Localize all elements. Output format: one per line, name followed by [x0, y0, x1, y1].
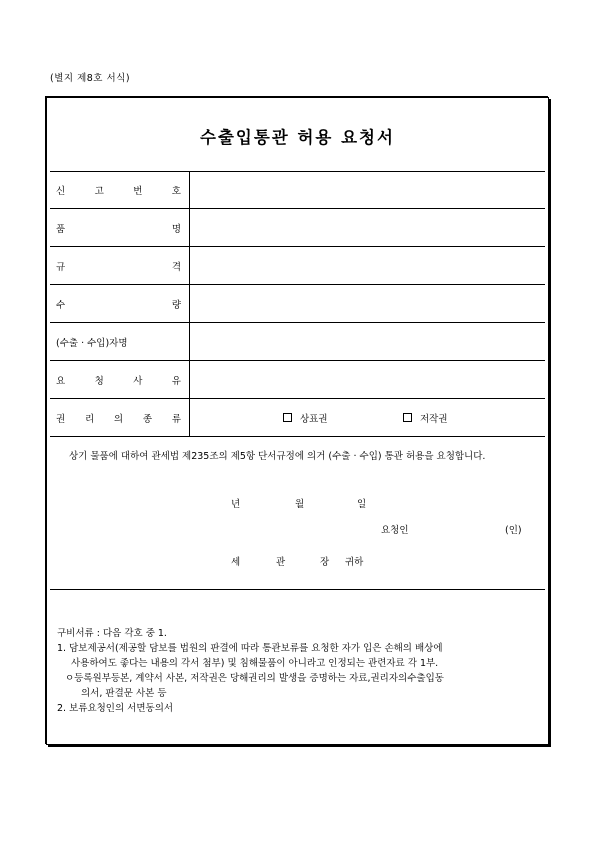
field-row-trader-name — [50, 323, 545, 361]
addressee-char: 관 — [276, 557, 286, 568]
report-number-field[interactable] — [190, 171, 545, 208]
label-char: 규 — [56, 261, 66, 273]
label-char: 품 — [56, 223, 66, 235]
label-char: 격 — [171, 261, 181, 273]
field-row-report-number — [50, 171, 545, 209]
addressee-honorific: 귀하 — [345, 557, 364, 568]
label-char: 량 — [171, 299, 181, 311]
trademark-checkbox[interactable] — [283, 413, 292, 422]
document-item-2: 2. 보류요청인의 서면동의서 — [57, 703, 174, 714]
item-name-field[interactable] — [190, 209, 545, 246]
label-char: 호 — [171, 185, 181, 197]
label-char: 의 — [113, 413, 124, 425]
label-text: (수출 · 수입)자명 — [56, 337, 128, 349]
label-char: 수 — [56, 299, 66, 311]
label-right-type — [50, 399, 190, 436]
title-box — [50, 101, 545, 172]
field-row-request-reason — [50, 361, 545, 399]
trader-name-field[interactable] — [190, 323, 545, 360]
label-char: 청 — [94, 375, 104, 387]
field-row-item-name — [50, 209, 545, 247]
label-char: 리 — [84, 413, 95, 425]
label-char: 유 — [171, 375, 181, 387]
label-trader-name — [50, 323, 190, 360]
field-row-right-type — [50, 399, 545, 437]
date-year: 년 — [231, 499, 241, 510]
document-item-1-sub: ㅇ등록원부등본, 계약서 사본, 저작권은 당해권리의 발생을 증명하는 자료,권리자의수출입동 — [65, 673, 444, 684]
form-title: 수출입통관 허용 요청서 — [200, 128, 395, 147]
required-documents — [57, 626, 538, 716]
label-char: 사 — [133, 375, 143, 387]
right-type-options — [190, 399, 545, 436]
label-char: 종 — [142, 413, 153, 425]
request-reason-field[interactable] — [190, 361, 545, 398]
seal-label: (인) — [505, 525, 522, 536]
label-specification — [50, 247, 190, 284]
declaration-text: 상기 물품에 대하여 관세법 제235조의 제5항 단서규정에 의거 (수출 · 수입) 통관 허용을 요청합니다. — [69, 451, 486, 462]
date-month: 월 — [295, 499, 305, 510]
form-frame — [46, 97, 549, 745]
label-report-number — [50, 171, 190, 208]
field-row-quantity — [50, 285, 545, 323]
label-char: 고 — [94, 185, 104, 197]
label-quantity — [50, 285, 190, 322]
label-char: 번 — [133, 185, 143, 197]
label-char: 요 — [56, 375, 66, 387]
addressee-char: 장 — [320, 557, 330, 568]
form-number-label: (별지 제8호 서식) — [50, 73, 131, 84]
label-request-reason — [50, 361, 190, 398]
label-item-name — [50, 209, 190, 246]
specification-field[interactable] — [190, 247, 545, 284]
label-char: 신 — [56, 185, 66, 197]
label-char: 명 — [171, 223, 181, 235]
label-char: 류 — [171, 413, 181, 425]
trademark-label: 상표권 — [300, 413, 328, 425]
document-item-1-sub-cont: 의서, 판결문 사본 등 — [81, 688, 167, 699]
document-item-1-cont: 사용하여도 좋다는 내용의 각서 첨부) 및 침해물품이 아니라고 인정되는 관련자료 각 1부. — [71, 658, 439, 669]
document-item-1: 1. 담보제공서(제공할 담보를 법원의 판결에 따라 통관보류를 요청한 자가 입은 손해의 배상에 — [57, 643, 443, 654]
trademark-option[interactable] — [283, 411, 328, 425]
applicant-label: 요청인 — [381, 525, 409, 536]
declaration-section — [50, 437, 545, 590]
field-row-specification — [50, 247, 545, 285]
fields-table — [50, 171, 545, 437]
addressee-char: 세 — [231, 557, 241, 568]
documents-header: 구비서류 : 다음 각호 중 1. — [57, 628, 167, 639]
quantity-field[interactable] — [190, 285, 545, 322]
label-char: 권 — [56, 413, 66, 425]
date-day: 일 — [357, 499, 367, 510]
copyright-label: 저작권 — [420, 413, 448, 425]
copyright-option[interactable] — [403, 411, 448, 425]
copyright-checkbox[interactable] — [403, 413, 412, 422]
